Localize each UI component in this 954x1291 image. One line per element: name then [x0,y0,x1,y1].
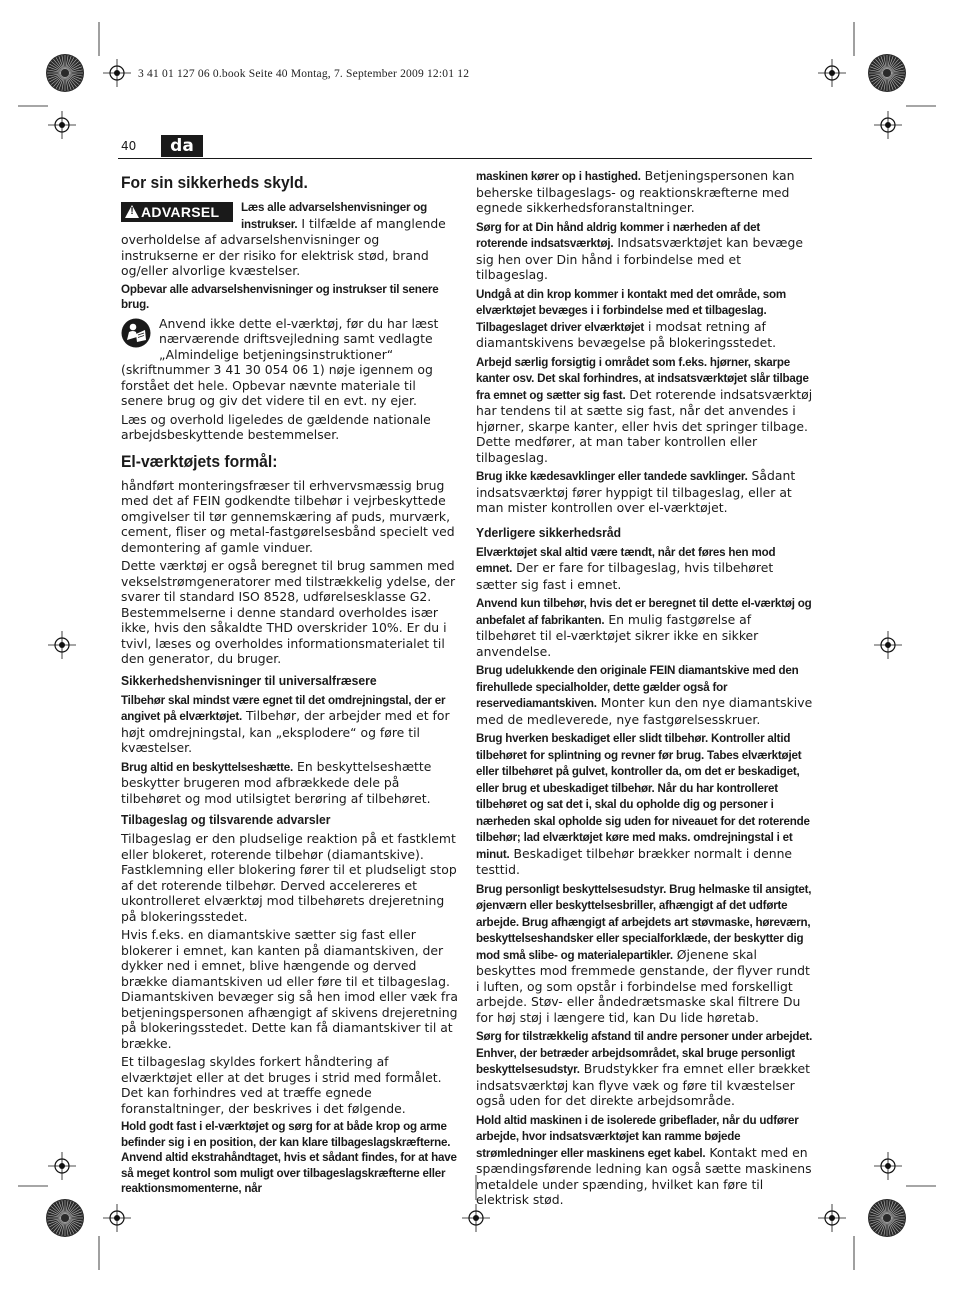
right-column [476,168,814,1211]
additional-1-text: Der er fare for tilbageslag, hvis tilbehøret sætter sig fast i emnet. [476,560,774,592]
page-number: 40 [121,139,137,153]
warning-badge: ! ADVARSEL [121,202,233,222]
registration-mark-icon [110,1211,124,1225]
kickback-paragraph-3: Et tilbageslag skyldes forkert håndtering af elværktøjet eller at det bruges i strid med formålet. Det kan forhindres ved at træffe egnede foranstaltninger, der beskrives i det følgende. [121,1054,442,1116]
additional-2-bold: Anvend kun tilbehør, hvis det er beregnet til dette el-værktøj og anbefalet af fabrikanten. [476,597,812,627]
registration-mark-icon [825,1211,839,1225]
warn-text: I tilfælde af manglende overholdelse af advarselshenvisninger og instrukserne er der risiko for elektrisk stød, brand og/eller alvorlige kvæstelser. [121,215,446,278]
additional-3-bold: Brug udelukkende den originale FEIN diamantskive med den firehullede specialholder, dette gælder også for reservediamantskiven. [476,664,799,710]
additional-6-bold: Sørg for tilstrækkelig afstand til andre personer under arbejdet. Enhver, der betræder arbejdsområdet, skal bruge personligt beskyttelsesudstyr. [476,1030,813,1076]
registration-mark-icon [55,118,69,132]
right-4-text: Det roterende indsatsværktøj har tendens til at sætte sig fast, når det anvendes i hjørner, skarpe kanter, eller hvis det springer tilbage. Dette medfører, at man taber kontrollen eller tilbageslag. [476,386,813,465]
book-header-line: 3 41 01 127 06 0.book Seite 40 Montag, 7. September 2009 12:01 12 [138,68,470,80]
right-1-bold: maskinen kører op i hastighed. [476,170,641,183]
additional-1-bold: Elværktøjet skal altid være tændt, når det føres hen mod emnet. [476,545,776,575]
additional-2-text: En mulig fastgørelse af tilbehøret til el-værktøjet sikrer ikke en sikker anvendelse. [476,611,759,659]
national-text: Læs og overhold ligeledes de gældende nationale arbejdsbeskyttende bestemmelser. [121,411,431,442]
heading-purpose: El-værktøjets formål: [121,451,278,471]
additional-7-bold: Hold altid maskinen i de isolerede gribeflader, når du udfører arbejde, hvor indsatsværktøjet kan ramme bøjede strømledninger eller maskinens eget kabel. [476,1113,799,1160]
heading-safety: For sin sikkerheds skyld. [121,173,308,192]
universal-1-bold: Tilbehør skal mindst være egnet til det omdrejningstal, der er angivet på elværktøjet. [121,693,446,723]
additional-5-bold: Brug personligt beskyttelsesudstyr. Brug helmaske til ansigtet, øjenværn eller beskyttelsesbriller, afhængigt af det udførte arbejde. Brug afhængigt af arbejdets art støvmaske, høreværn, beskyttelseshandsker eller specialforklæde, der beskytter dig mod små slibe- og materialepartikler. [476,882,812,962]
registration-mark-icon [469,1211,483,1225]
universal-1-text: Tilbehør, der arbejder med et for højt omdrejningstal, kan „eksplodere“ og føre til kvæstelser. [121,708,450,755]
additional-5-text: Øjenene skal beskyttes mod fremmede genstande, der flyver rundt i luften, og som opstår i forbindelse med forskelligt arbejde. Støv- eller åndedrætsmaske skal filtrere Du for høj støj i længere tid, kan Du lide høretab. [476,946,810,1025]
registration-mark-icon [825,66,839,80]
purpose-paragraph-2: Dette værktøj er også beregnet til brug sammen med vekselstrømgeneratorer med tilstrækkelig ydelse, der svarer til standard ISO 8528, udførelsesklasse G2. Bestemmelserne i denne standard overholdes især ikke, hvis den såkaldte THD overskrider 10%. Er du i tvivl, læses og overholdes informationsmaterialet til den generator, du bruger. [121,558,456,666]
heading-universal: Sikkerhedshenvisninger til universalfræsere [121,672,377,688]
right-1-text: Betjeningspersonen kan beherske tilbageslags- og reaktionskræfterne med egnede sikkerhedsforanstaltninger. [476,168,795,215]
right-3-text: i modsat retning af diamantskivens bevægelse på blokeringsstedet. [476,318,777,350]
language-badge: da [161,135,203,157]
left-column [121,168,459,1200]
header-rule [118,158,812,159]
additional-4-bold: Brug hverken beskadiget eller slidt tilbehør. Kontroller altid tilbehøret for splintning og revner før brug. Tabes elværktøjet eller tilbehøret på gulvet, kontroller da, om det er beskadiget, eller brug et ubeskadiget tilbehør. Når du har kontrolleret tilbehøret og sat det i, skal du opholde dig og personer i nærheden skal opholde sig uden for niveauet for det roterende tilbehør; lad elværktøjet køre med maks. omdrejningstal i et minut. [476,732,810,861]
heading-additional: Yderligere sikkerhedsråd [476,524,622,540]
purpose-paragraph-1: håndført monteringsfræser til erhvervsmæssig brug med det af FEIN godkendte tilbehør i vejrbeskyttede omgivelser til tør gennemskæring af puds, murværk, cement, fliser og metal-fastgørelsesbånd specielt ved demontering af gamle vinduer. [121,477,455,555]
universal-2-text: En beskyttelseshætte beskytter brugeren mod afbrækkede dele på tilbehøret og mod utilsigtet berøring af tilbehøret. [121,758,432,806]
additional-4-text: Beskadiget tilbehør brækker normalt i denne testtid. [476,845,793,877]
manual-text: Anvend ikke dette el-værktøj, før du har læst nærværende driftsvejledning samt vedlagte „Almindelige betjeningsinstruktioner“ (skriftnummer 3 41 30 054 06 1) nøje igennem og forstået det hele. Opbevar nævnte materiale til senere brug og giv det videre til en evt. ny ejer. [121,315,439,408]
right-2-text: Indsatsværktøjet kan bevæge sig hen over Din hånd i forbindelse med et tilbageslag. [476,235,803,282]
additional-7-text: Kontakt med en spændingsførende ledning kan også sætte maskinens metaldele under spænding, hvilket kan føre til elektrisk stød. [476,1144,812,1207]
color-wheel-mark-icon [46,54,84,92]
read-manual-icon [121,318,151,348]
color-wheel-mark-icon [46,1199,84,1237]
manual-block [121,316,459,409]
color-wheel-mark-icon [868,1199,906,1237]
right-4-bold: Arbejd særlig forsigtig i området som f.eks. hjørner, skarpe kanter osv. Det skal forhindres, at indsatsværktøjet slår tilbage fra emnet og sætter sig fast. [476,355,809,402]
universal-2-bold: Brug altid en beskyttelseshætte. [121,760,294,774]
right-2-bold: Sørg for at Din hånd aldrig kommer i nærheden af det roterende indsatsværktøj. [476,220,760,250]
kickback-paragraph-1: Tilbageslag er den pludselige reaktion på et fastklemt eller blokeret, roterende tilbehør (diamantskive). Fastklemning eller blokering fører til et pludseligt stop af det roterende tilbehør. Derved accelereres et ukontrolleret elværktøj mod tilbehørets drejeretning på blokeringsstedet. [121,831,457,924]
registration-mark-icon [110,66,124,80]
warning-block [121,199,459,282]
additional-6-text: Brudstykker fra emnet eller brækket indsatsværktøj kan flyve væk og føre til kvæstelser også uden for det direkte arbejdsområde. [476,1061,810,1108]
right-5-bold: Brug ikke kædesavklinger eller tandede savklinger. [476,470,748,483]
right-5-text: Sådant indsatsværktøj fører hyppigt til tilbageslag, eller at man mister kontrollen over el-værktøjet. [476,468,796,515]
registration-mark-icon [55,638,69,652]
registration-mark-icon [881,118,895,132]
registration-mark-icon [881,1159,895,1173]
warning-label: ADVARSEL [141,204,220,220]
right-3-bold: Undgå at din krop kommer i kontakt med det område, som elværktøjet bevæges i i forbindelse med et tilbageslag. Tilbageslaget driver elværktøjet [476,287,787,334]
kickback-paragraph-4: Hold godt fast i el-værktøjet og sørg for at både krop og arme befinder sig i en position, der kan klare tilbageslagskræfterne. Anvend altid ekstrahåndtaget, hvis et sådant findes, for at have så meget kontrol som muligt over tilbageslagskræfterne eller reaktionsmomenterne, når [121,1120,457,1195]
color-wheel-mark-icon [868,54,906,92]
warn-bold: Læs alle advarselshenvisninger og instrukser. [241,201,428,231]
heading-kickback: Tilbageslag og tilsvarende advarsler [121,812,331,827]
kickback-paragraph-2: Hvis f.eks. en diamantskive sætter sig fast eller blokerer i emnet, kan kanten på diamantskiven, der dykker ned i emnet, blive hængende og derved brække diamantskiven ud eller føre til et tilbageslag. Diamantskiven bevæger sig så hen imod eller væk fra betjeningspersonen afhængigt af skivens drejeretning på blokeringsstedet. Dette kan få diamantskiver til at brække. [121,927,458,1051]
registration-mark-icon [881,638,895,652]
keep-instructions: Opbevar alle advarselshenvisninger og instrukser til senere brug. [121,282,439,311]
additional-3-text: Monter kun den nye diamantskive med de medleverede, nye fastgørelsesskruer. [476,695,813,727]
registration-mark-icon [55,1159,69,1173]
